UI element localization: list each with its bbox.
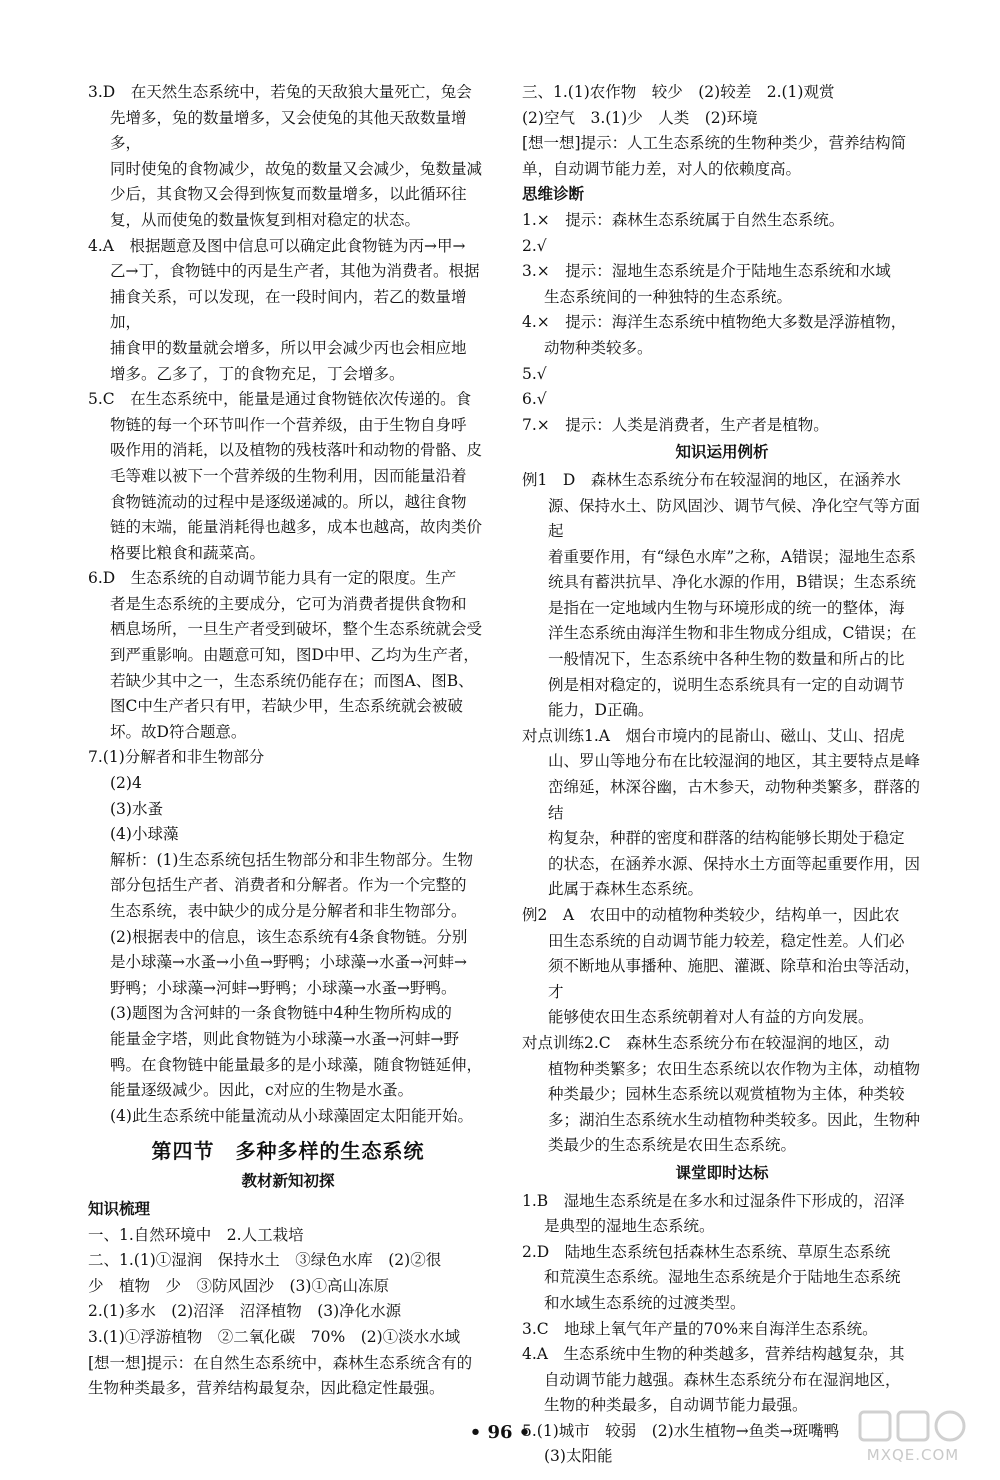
text-line: (3)水蚤: [110, 799, 163, 818]
text-line: 物链的每一个环节叫作一个营养级，由于生物自身呼: [110, 415, 467, 434]
text-line: 对点训练1.A 烟台市境内的昆嵛山、磁山、艾山、招虎: [522, 726, 905, 745]
text-line: 生态系统间的一种独特的生态系统。: [544, 287, 793, 306]
text-line: 种类最少；园林生态系统以观赏植物为主体，种类较: [548, 1085, 905, 1104]
text-line: 是典型的湿地生态系统。: [544, 1217, 715, 1236]
text-line: 例是相对稳定的，说明生态系统具有一定的自动调节: [548, 675, 905, 694]
text-line: 野鸭；小球藻→河蚌→野鸭；小球藻→水蚤→野鸭。: [110, 978, 457, 997]
text-line: 鸭。在食物链中能量最多的是小球藻，随食物链延伸，: [110, 1055, 483, 1074]
text-line: 5.(1)城市 较弱 (2)水生植物→鱼类→斑嘴鸭: [522, 1421, 840, 1440]
text-line: 生态系统，表中缺少的成分是分解者和非生物部分。: [110, 902, 467, 920]
text-line: 能量逐级减少。因此，c对应的生物是水蚤。: [110, 1081, 414, 1100]
text-line: 3.(1)①浮游植物 ②二氧化碳 70% (2)①淡水水域: [88, 1327, 461, 1346]
text-line: 链的末端，能量消耗得也越多，成本也越高，故肉类价: [110, 518, 483, 537]
text-line: 2.D 陆地生态系统包括森林生态系统、草原生态系统: [522, 1242, 891, 1261]
text-line: 3.C 地球上氧气年产量的70%来自海洋生态系统。: [522, 1319, 878, 1338]
section-title: 第四节 多种多样的生态系统: [151, 1139, 425, 1164]
text-line: 洋生态系统由海洋生物和非生物成分组成，C错误；在: [548, 624, 917, 643]
text-line: 坏。故D符合题意。: [110, 722, 247, 741]
text-line: 类最少的生态系统是农田生态系统。: [548, 1136, 797, 1155]
class-title: 课堂即时达标: [675, 1163, 769, 1182]
apply-title: 知识运用例析: [675, 443, 769, 462]
text-line: 和水域生态系统的过渡类型。: [544, 1293, 746, 1312]
text-line: 二、1.(1)①湿润 保持水土 ③绿色水库 (2)②很: [88, 1251, 442, 1270]
text-line: 构复杂，种群的密度和群落的结构能够长期处于稳定: [548, 829, 905, 848]
text-line: 着重要作用，有“绿色水库”之称，A错误；湿地生态系: [548, 547, 917, 566]
text-line: (3)题图为含河蚌的一条食物链中4种生物所构成的: [110, 1004, 452, 1023]
text-line: 同时使兔的食物减少，故兔的数量又会减少，兔数量减: [110, 159, 483, 178]
text-line: (2)空气 3.(1)少 人类 (2)环境: [522, 108, 758, 127]
text-line: 例1 D 森林生态系统分布在较湿润的地区，在涵养水: [522, 470, 901, 489]
page-number: • 96 •: [469, 1422, 531, 1443]
text-line: 源、保持水土、防风固沙、调节气候、净化空气等方面起: [548, 496, 921, 541]
text-line: 解析：(1)生态系统包括生物部分和非生物部分。生物: [110, 850, 473, 869]
left-column: [88, 80, 488, 1402]
text-line: 须不断地从事播种、施肥、灌溉、除草和治虫等活动，才: [548, 957, 921, 1001]
text-line: 2.√: [522, 236, 547, 255]
text-line: 6.√: [522, 390, 547, 409]
text-line: 多；湖泊生态系统水生动植物种类较多。因此，生物种: [548, 1110, 921, 1129]
text-line: 能够使农田生态系统朝着对人有益的方向发展。: [548, 1008, 874, 1027]
text-line: 峦绵延，林深谷幽，古木参天，动物种类繁多，群落的结: [548, 778, 921, 822]
text-line: (4)小球藻: [110, 825, 179, 844]
text-line: 的状态，在涵养水源、保持水土方面等起重要作用，因: [548, 854, 921, 873]
text-line: 生物种类最多，营养结构最复杂，因此稳定性最强。: [88, 1379, 445, 1398]
diagnosis-label: 思维诊断: [522, 185, 585, 204]
text-line: 增多。乙多了，丁的食物充足，丁会增多。: [110, 364, 405, 383]
text-line: 毛等难以被下一个营养级的生物利用，因而能量沿着: [110, 466, 467, 485]
text-line: (4)此生态系统中能量流动从小球藻固定太阳能开始。: [110, 1106, 473, 1125]
knowledge-label: 知识梳理: [88, 1199, 151, 1218]
text-line: 部分包括生产者、消费者和分解者。作为一个完整的: [110, 876, 467, 895]
text-line: 动物种类较多。: [544, 338, 653, 357]
text-line: 能力，D正确。: [548, 701, 654, 720]
text-line: [想一想]提示：人工生态系统的生物种类少，营养结构简: [522, 134, 907, 153]
text-line: 3.D 在天然生态系统中，若兔的天敌狼大量死亡，兔会: [88, 83, 472, 101]
text-line: 一、1.自然环境中 2.人工栽培: [88, 1225, 304, 1244]
watermark-logo: [854, 1406, 972, 1468]
watermark-icon: [854, 1406, 972, 1446]
text-line: 山、罗山等地分布在比较湿润的地区，其主要特点是峰: [548, 752, 921, 771]
text-line: 先增多，兔的数量增多，又会使兔的其他天敌数量增多，: [110, 108, 467, 153]
text-line: 2.(1)多水 (2)沼泽 沼泽植物 (3)净化水源: [88, 1302, 402, 1321]
watermark-text: MXQE.COM: [866, 1446, 960, 1464]
text-line: 是小球藻→水蚤→小鱼→野鸭；小球藻→水蚤→河蚌→: [110, 953, 467, 972]
text-line: 例2 A 农田中的动植物种类较少，结构单一，因此农: [522, 906, 900, 924]
text-line: 统具有蓄洪抗旱、净化水源的作用，B错误；生态系统: [548, 573, 916, 592]
text-line: 1.B 湿地生态系统是在多水和过湿条件下形成的，沼泽: [522, 1191, 905, 1210]
text-line: 生物的种类最多，自动调节能力最强。: [544, 1396, 808, 1415]
text-line: 复，从而使兔的数量恢复到相对稳定的状态。: [110, 210, 421, 229]
text-line: 5.√: [522, 364, 547, 383]
text-line: 捕食甲的数量就会增多，所以甲会减少丙也会相应地: [110, 338, 467, 357]
text-line: 捕食关系，可以发现，在一段时间内，若乙的数量增加，: [110, 287, 467, 332]
text-line: 3.× 提示：湿地生态系统是介于陆地生态系统和水域: [522, 262, 891, 281]
text-line: [想一想]提示：在自然生态系统中，森林生态系统含有的: [88, 1353, 473, 1372]
text-line: 5.C 在生态系统中，能量是通过食物链依次传递的。食: [88, 390, 472, 409]
text-line: 到严重影响。由题意可知，图D中甲、乙均为生产者，: [110, 646, 479, 665]
text-line: 4.A 根据题意及图中信息可以确定此食物链为丙→甲→: [88, 236, 466, 255]
text-line: 6.D 生态系统的自动调节能力具有一定的限度。生产: [88, 569, 457, 588]
text-line: 吸作用的消耗，以及植物的残枝落叶和动物的骨骼、皮: [110, 441, 483, 460]
text-line: 4.× 提示：海洋生态系统中植物绝大多数是浮游植物，: [522, 313, 907, 332]
text-line: 7.× 提示：人类是消费者，生产者是植物。: [522, 415, 829, 434]
text-line: 食物链流动的过程中是逐级递减的。所以，越往食物: [110, 492, 467, 511]
text-line: 4.A 生态系统中生物的种类越多，营养结构越复杂，其: [522, 1345, 905, 1364]
text-line: 植物种类繁多；农田生态系统以农作物为主体，动植物: [548, 1059, 921, 1078]
text-line: 栖息场所，一旦生产者受到破坏，整个生态系统就会受: [110, 620, 483, 639]
text-line: 图C中生产者只有甲，若缺少甲，生态系统就会被破: [110, 697, 463, 716]
right-column: [522, 80, 922, 1470]
text-line: 自动调节能力越强。森林生态系统分布在湿润地区，: [544, 1370, 901, 1389]
text-line: 7.(1)分解者和非生物部分: [88, 748, 265, 767]
text-line: 能量金字塔，则此食物链为小球藻→水蚤→河蚌→野: [110, 1029, 459, 1048]
text-line: 田生态系统的自动调节能力较差，稳定性差。人们必: [548, 931, 905, 950]
text-line: 三、1.(1)农作物 较少 (2)较差 2.(1)观赏: [522, 83, 835, 101]
text-line: 1.× 提示：森林生态系统属于自然生态系统。: [522, 210, 845, 229]
text-line: 者是生态系统的主要成分，它可为消费者提供食物和: [110, 594, 467, 613]
text-line: (2)根据表中的信息，该生态系统有4条食物链。分别: [110, 927, 468, 946]
text-line: 对点训练2.C 森林生态系统分布在较湿润的地区，动: [522, 1033, 890, 1052]
text-line: 单，自动调节能力差，对人的依赖度高。: [522, 159, 802, 178]
section-subtitle: 教材新知初探: [241, 1172, 335, 1191]
text-line: (2)4: [110, 774, 142, 793]
text-line: 一般情况下，生态系统中各种生物的数量和所占的比: [548, 650, 905, 669]
text-line: (3)太阳能: [544, 1447, 613, 1466]
text-line: 乙→丁，食物链中的丙是生产者，其他为消费者。根据: [110, 262, 480, 281]
text-line: 少 植物 少 ③防风固沙 (3)①高山冻原: [88, 1276, 389, 1295]
text-line: 和荒漠生态系统。湿地生态系统是介于陆地生态系统: [544, 1268, 901, 1287]
text-line: 此属于森林生态系统。: [548, 880, 704, 899]
text-line: 少后，其食物又会得到恢复而数量增多，以此循环往: [110, 185, 467, 204]
text-line: 是指在一定地域内生物与环境形成的统一的整体，海: [548, 598, 905, 617]
text-line: 格要比粮食和蔬菜高。: [110, 543, 266, 562]
text-line: 若缺少其中之一，生态系统仍能存在；而图A、图B、: [110, 671, 474, 690]
